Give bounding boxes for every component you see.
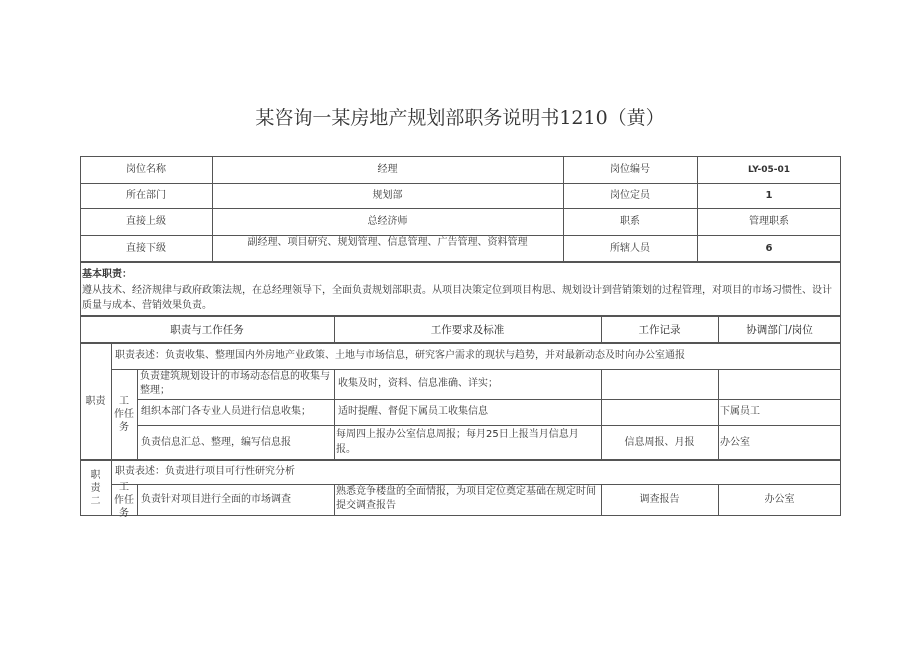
duty2-task-label: 工 作任务 <box>114 481 134 519</box>
duty2-description: 职责表述：负责进行项目可行性研究分析 <box>115 466 295 477</box>
position-code-label: 岗位编号 <box>610 163 650 175</box>
col-task: 职责与工作任务 <box>170 323 244 336</box>
position-code-value: LY-05-01 <box>747 164 791 175</box>
basic-duties-heading: 基本职责： <box>82 269 132 280</box>
col-coordination: 协调部门/岗位 <box>746 323 813 336</box>
duty1-description: 职责表述：负责收集、整理国内外房地产业政策、土地与市场信息，研究客户需求的现状与趋势，并对最新动态及时向办公室通报 <box>115 350 685 361</box>
superior-label: 直接上级 <box>126 215 166 227</box>
duty2-req-1: 熟悉竞争楼盘的全面情报，为项目定位奠定基础在规定时间提交调查报告 <box>336 486 596 511</box>
headcount-value: 1 <box>765 189 773 201</box>
duty1-task-2: 组织本部门各专业人员进行信息收集； <box>141 406 311 417</box>
duty1-task-label: 工 作任务 <box>114 396 134 433</box>
duty2-label: 职责二 <box>90 469 101 507</box>
superior-value: 总经济师 <box>367 215 408 227</box>
document-title: 某咨询一某房地产规划部职务说明书1210（黄） <box>255 107 665 129</box>
duty1-dept-3: 办公室 <box>720 436 750 448</box>
position-name-value: 经理 <box>377 163 398 175</box>
department-label: 所在部门 <box>126 189 166 201</box>
duty1-req-1: 收集及时，资料、信息准确、详实； <box>338 378 498 389</box>
duty1-task-3: 负责信息汇总、整理，编写信息报 <box>141 436 291 448</box>
duty1-dept-1 <box>718 369 841 399</box>
duty1-req-3: 每周四上报办公室信息周报；每月25日上报当月信息月报。 <box>336 429 579 455</box>
col-requirement: 工作要求及标准 <box>430 323 505 336</box>
basic-duties-text: 遵从技术、经济规律与政府政策法规，在总经理领导下，全面负责规划部职责。从项目决策定位到项目构思、规划设计到营销策划的过程管理，对项目的市场习惯性、设计质量与成本、营销效果负责。 <box>82 285 832 311</box>
staff-count-value: 6 <box>765 242 773 254</box>
duty1-record-3: 信息周报、月报 <box>624 436 695 448</box>
headcount-label: 岗位定员 <box>610 189 650 201</box>
duty1-record-1 <box>601 369 718 399</box>
job-family-label: 职系 <box>620 215 640 227</box>
duty1-req-2: 适时提醒、督促下属员工收集信息 <box>338 406 488 417</box>
duty2-record-1: 调查报告 <box>639 494 680 505</box>
job-family-value: 管理职系 <box>749 215 789 227</box>
subordinates-value: 副经理、项目研究、规划管理、信息管理、广告管理、资料管理 <box>247 237 528 248</box>
position-name-label: 岗位名称 <box>126 163 166 175</box>
duty1-label: 职责 <box>85 395 106 407</box>
staff-count-label: 所辖人员 <box>610 242 650 254</box>
duty1-record-2 <box>601 399 718 425</box>
duty2-task-1: 负责针对项目进行全面的市场调查 <box>141 494 291 505</box>
col-record: 工作记录 <box>638 323 681 336</box>
duty2-dept-1: 办公室 <box>764 494 795 505</box>
subordinates-label: 直接下级 <box>126 242 166 254</box>
duty1-dept-2: 下属员工 <box>720 406 760 417</box>
department-value: 规划部 <box>372 189 403 201</box>
duty1-task-1: 负责建筑规划设计的市场动态信息的收集与整理； <box>140 371 330 396</box>
